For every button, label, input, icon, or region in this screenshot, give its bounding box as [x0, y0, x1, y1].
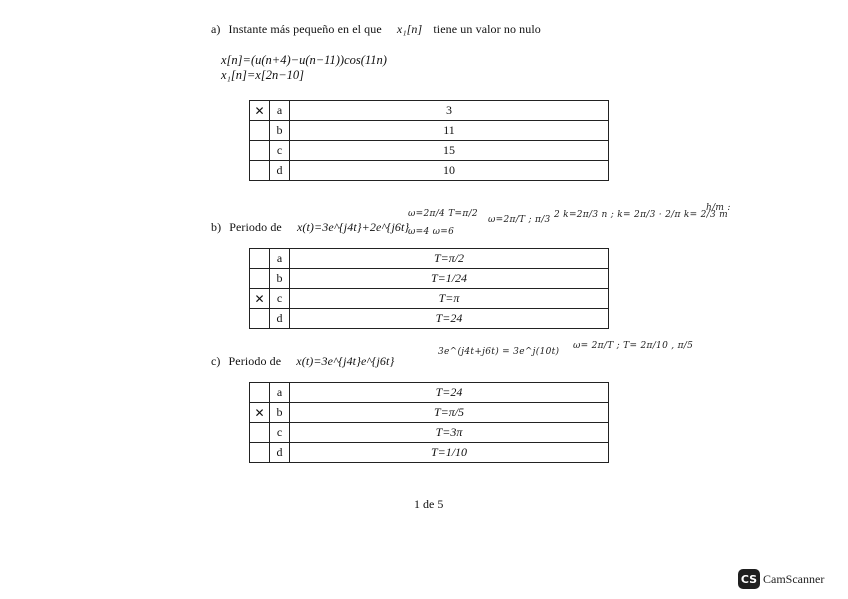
handwriting-b-1: ω=2π/4 T=π/2	[408, 209, 478, 219]
handwriting-c-2: ω= 2π/T ; T= 2π/10 , π/5	[573, 341, 694, 351]
handwriting-b-3: ω=2π/T ; π/3	[488, 215, 551, 225]
question-b-math: x(t)=3e^{j4t}+2e^{j6t}	[296, 220, 410, 234]
scanned-page	[118, 0, 731, 552]
options-table-c	[249, 382, 609, 463]
option-row[interactable]: d 10	[250, 161, 609, 181]
handwriting-b-2: ω=4 ω=6	[408, 227, 455, 237]
equation-x: x[n]=(u(n+4)−u(n−11))cos(11n)	[221, 53, 387, 67]
equation-x1: x₁[n]=x[2n−10]	[221, 68, 305, 82]
option-row[interactable]: d T=1/10	[250, 443, 609, 463]
option-row[interactable]: c 15	[250, 141, 609, 161]
camscanner-label: CamScanner	[763, 571, 825, 586]
option-row[interactable]: ✕ c T=π	[250, 289, 609, 309]
camscanner-logo-icon: CS	[738, 569, 760, 589]
handwriting-b-4: 2 k=2π/3 n ; k= 2π/3 · 2/π k= 2/3 m	[554, 210, 728, 220]
answer-mark: ✕	[250, 289, 270, 309]
answer-mark: ✕	[250, 101, 270, 121]
options-table-b	[249, 248, 609, 329]
camscanner-watermark	[738, 569, 824, 589]
handwriting-c-1: 3e^(j4t+j6t) = 3e^j(10t)	[438, 347, 560, 357]
option-row[interactable]: a T=π/2	[250, 249, 609, 269]
question-a-heading: a) Instante más pequeño en el que x₁[n] tiene un valor no nulo	[211, 22, 541, 36]
option-row[interactable]: ✕ b T=π/5	[250, 403, 609, 423]
page-number: 1 de 5	[414, 497, 444, 511]
handwriting-b-5: h/m :	[706, 203, 731, 213]
option-row[interactable]: ✕ a 3	[250, 101, 609, 121]
option-row[interactable]: c T=3π	[250, 423, 609, 443]
question-c-heading: c) Periodo de x(t)=3e^{j4t}e^{j6t}	[211, 354, 395, 368]
option-row[interactable]: b 11	[250, 121, 609, 141]
question-b-heading: b) Periodo de x(t)=3e^{j4t}+2e^{j6t}	[211, 220, 410, 234]
question-c-math: x(t)=3e^{j4t}e^{j6t}	[296, 354, 395, 368]
option-row[interactable]: a T=24	[250, 383, 609, 403]
option-row[interactable]: b T=1/24	[250, 269, 609, 289]
options-table-a	[249, 100, 609, 181]
option-row[interactable]: d T=24	[250, 309, 609, 329]
question-a-math: x₁[n]	[396, 22, 423, 36]
answer-mark: ✕	[250, 403, 270, 423]
